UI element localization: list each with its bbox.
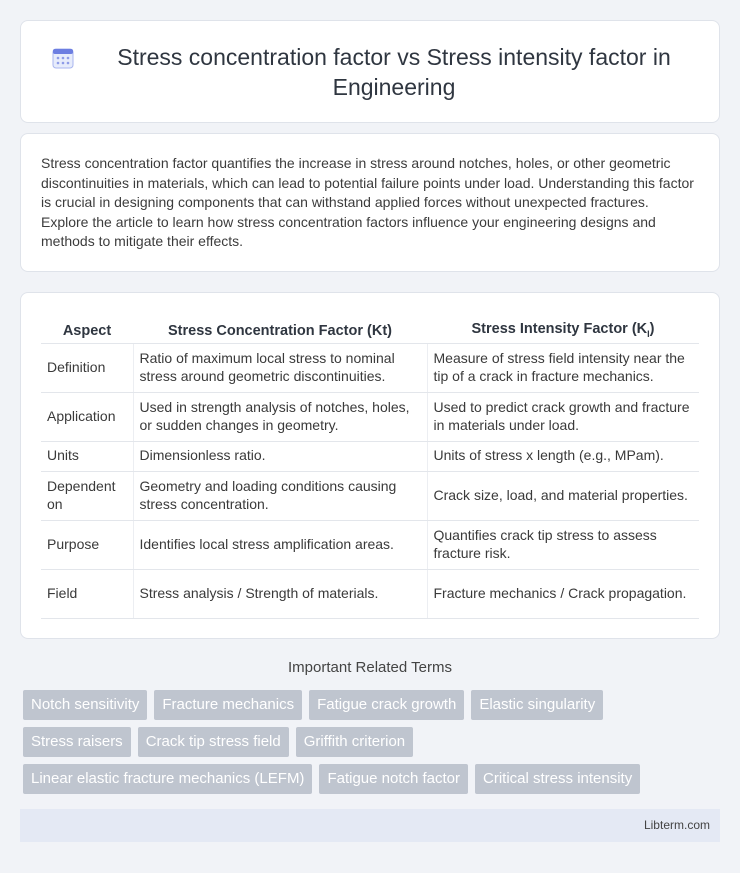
related-terms-title: Important Related Terms (288, 659, 452, 676)
cell-ki: Units of stress x length (e.g., MPam). (427, 441, 699, 471)
table-row (41, 471, 699, 520)
cell-ki: Fracture mechanics / Crack propagation. (427, 569, 699, 618)
cell-kt: Geometry and loading conditions causing stress concentration. (133, 471, 427, 520)
cell-aspect: Definition (41, 343, 133, 392)
cell-aspect: Application (41, 392, 133, 441)
tag-crack-tip-stress-field[interactable]: Crack tip stress field (138, 727, 289, 757)
table-row (41, 520, 699, 569)
page-title: Stress concentration factor vs Stress intensity factor in Engineering (117, 43, 671, 100)
header-ki-subscript: I (647, 328, 650, 339)
table-row (41, 343, 699, 392)
cell-aspect: Dependent on (41, 471, 133, 520)
cell-kt: Stress analysis / Strength of materials. (133, 569, 427, 618)
footer-site-link[interactable]: Libterm.com (643, 818, 710, 832)
tag-fracture-mechanics[interactable]: Fracture mechanics (154, 690, 302, 720)
tag-fatigue-notch-factor[interactable]: Fatigue notch factor (319, 764, 468, 794)
tag-fatigue-crack-growth[interactable]: Fatigue crack growth (309, 690, 464, 720)
tag-notch-sensitivity[interactable]: Notch sensitivity (23, 690, 147, 720)
cell-ki: Used to predict crack growth and fracture in materials under load. (427, 392, 699, 441)
footer (20, 809, 720, 842)
cell-kt: Used in strength analysis of notches, holes, or sudden changes in geometry. (133, 392, 427, 441)
tag-row (23, 690, 723, 720)
comparison-table (41, 311, 699, 619)
tag-row (23, 764, 723, 794)
header-ki (427, 311, 699, 343)
cell-aspect: Units (41, 441, 133, 471)
tag-stress-raisers[interactable]: Stress raisers (23, 727, 131, 757)
table-header-row (41, 311, 699, 343)
intro-card (20, 133, 720, 272)
tag-critical-stress-intensity[interactable]: Critical stress intensity (475, 764, 640, 794)
cell-aspect: Field (41, 569, 133, 618)
cell-aspect: Purpose (41, 520, 133, 569)
cell-kt: Ratio of maximum local stress to nominal stress around geometric discontinuities. (133, 343, 427, 392)
cell-ki: Quantifies crack tip stress to assess fracture risk. (427, 520, 699, 569)
header-kt: Stress Concentration Factor (Kt) (133, 311, 427, 343)
header-card (20, 20, 720, 123)
tag-lefm[interactable]: Linear elastic fracture mechanics (LEFM) (23, 764, 312, 794)
header-ki-label: Stress Intensity Factor (K (471, 320, 648, 337)
intro-paragraph: Stress concentration factor quantifies the increase in stress around notches, holes, or other geometric discontinuities in materials, which can lead to potential failure points under load. Understanding this factor is crucial in designing components that can withstand applied forces without unexpected fractures. Explore the article to learn how stress concentration factors influence your engineering designs and methods to mitigate their effects. (41, 155, 694, 249)
table-row (41, 392, 699, 441)
cell-ki: Measure of stress field intensity near the tip of a crack in fracture mechanics. (427, 343, 699, 392)
cell-kt: Dimensionless ratio. (133, 441, 427, 471)
cell-kt: Identifies local stress amplification areas. (133, 520, 427, 569)
tag-griffith-criterion[interactable]: Griffith criterion (296, 727, 413, 757)
cell-ki: Crack size, load, and material properties. (427, 471, 699, 520)
tag-row (23, 727, 723, 757)
table-row (41, 569, 699, 618)
header-aspect: Aspect (41, 311, 133, 343)
comparison-table-card (20, 292, 720, 639)
tag-elastic-singularity[interactable]: Elastic singularity (471, 690, 603, 720)
header-ki-close: ) (649, 320, 655, 337)
related-terms-list (23, 690, 723, 801)
calendar-grid-icon (51, 46, 75, 70)
table-row (41, 441, 699, 471)
